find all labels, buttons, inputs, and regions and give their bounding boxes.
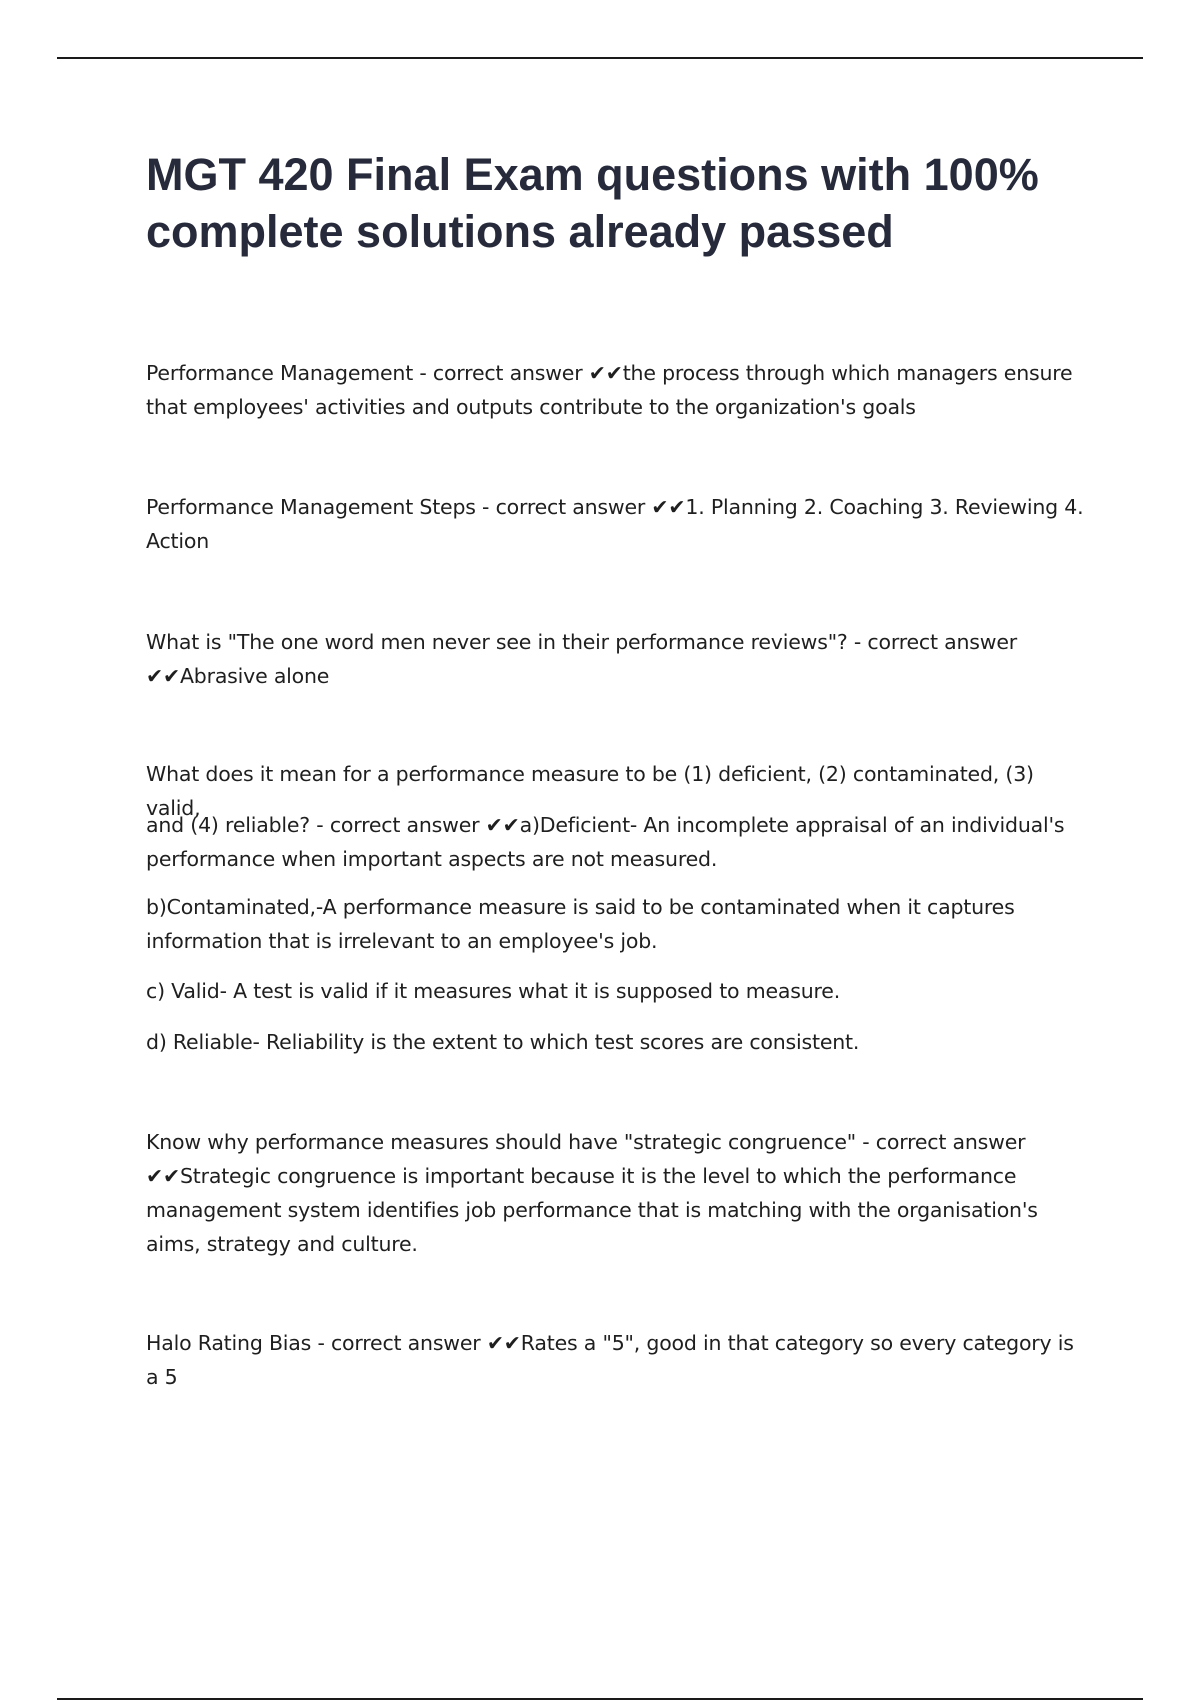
qa-one-word-reviews: What is "The one word men never see in their performance reviews"? - correct answer ✔✔Abrasive alone [146,630,1017,688]
qa-measure-question: What does it mean for a performance measure to be (1) deficient, (2) contaminated, (3) valid, [146,762,1034,820]
top-divider [57,57,1143,59]
qa-performance-management-steps: Performance Management Steps - correct answer ✔✔1. Planning 2. Coaching 3. Reviewing 4. Action [146,495,1084,553]
qa-halo-rating-bias: Halo Rating Bias - correct answer ✔✔Rates a "5", good in that category so every category is a 5 [146,1331,1074,1389]
qa-measure-answer-reliable: d) Reliable- Reliability is the extent to which test scores are consistent. [146,1030,860,1054]
qa-measure-answer-deficient: and (4) reliable? - correct answer ✔✔a)Deficient- An incomplete appraisal of an individual's performance when important aspects are not measured. [146,813,1065,871]
qa-measure-answer-valid: c) Valid- A test is valid if it measures what it is supposed to measure. [146,979,841,1003]
document-title: MGT 420 Final Exam questions with 100% complete solutions already passed [146,149,1039,257]
qa-measure-answer-contaminated: b)Contaminated,-A performance measure is said to be contaminated when it captures information that is irrelevant to an employee's job. [146,895,1015,953]
qa-performance-management: Performance Management - correct answer ✔✔the process through which managers ensure that employees' activities and outputs contribute to the organization's goals [146,361,1073,419]
qa-strategic-congruence: Know why performance measures should have "strategic congruence" - correct answer ✔✔Strategic congruence is important because it is the level to which the performance management system identifies job performance that is matching with the organisation's aims, strategy and culture. [146,1130,1038,1256]
